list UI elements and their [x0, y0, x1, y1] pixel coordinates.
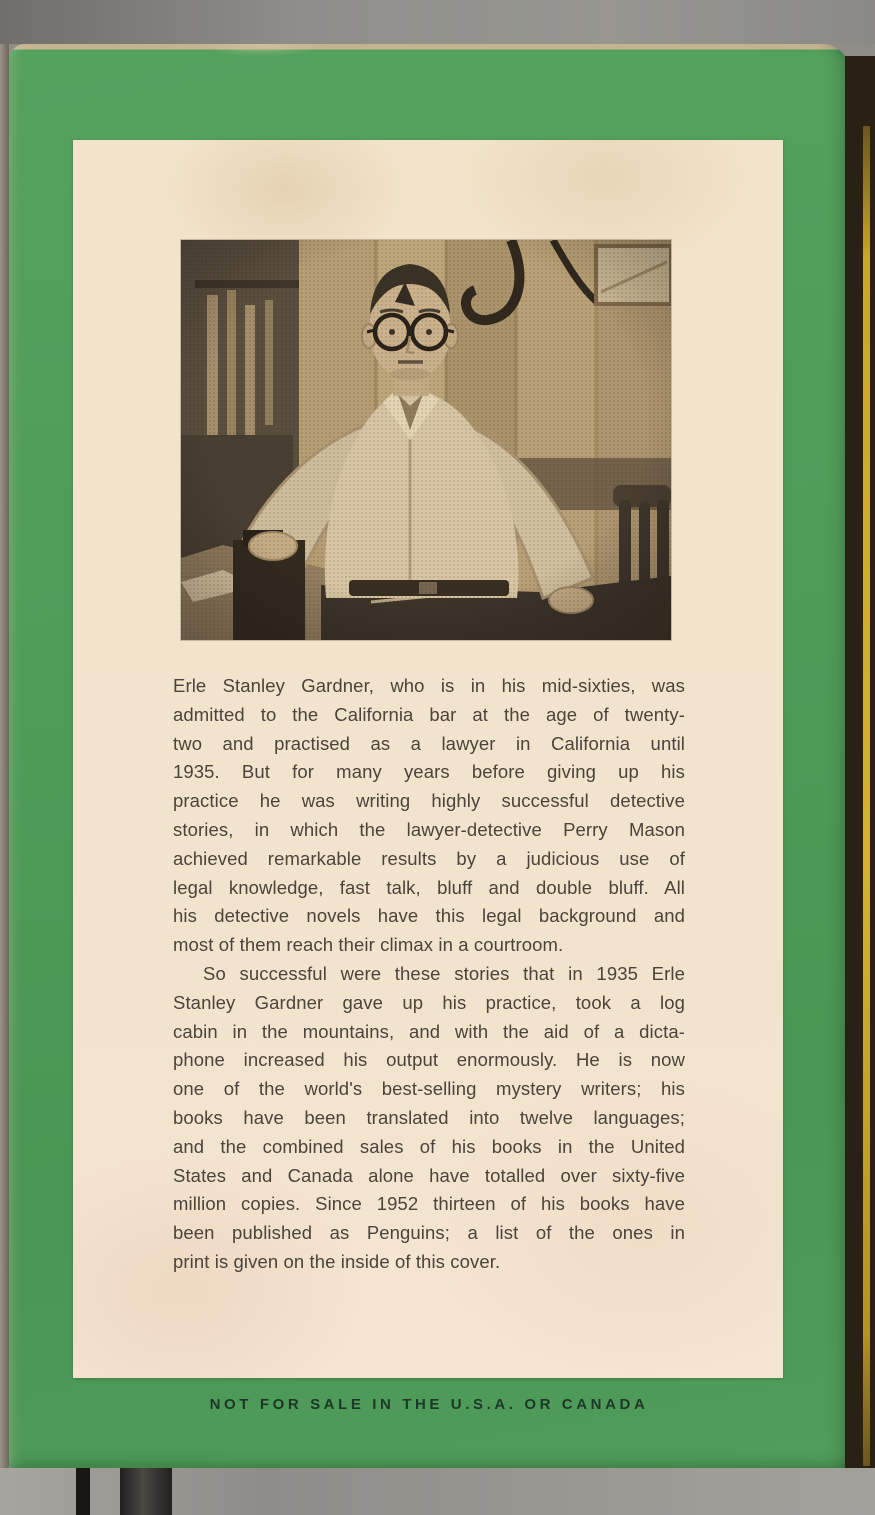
- bio-line: print is given on the inside of this cover.: [173, 1250, 501, 1272]
- bio-line: So successful were these stories that in 1935 Erle: [203, 962, 685, 984]
- bio-line: practice he was writing highly successful detective: [173, 790, 685, 812]
- bio-line: books have been translated into twelve languages;: [173, 1106, 685, 1128]
- bio-line: 1935. But for many years before giving up his: [173, 761, 685, 783]
- bio-line: million copies. Since 1952 thirteen of his books have: [173, 1193, 685, 1215]
- bio-line: his detective novels have this legal background and: [173, 905, 685, 927]
- page-edges-right: [845, 56, 875, 1468]
- bio-line: most of them reach their climax in a courtroom.: [173, 934, 564, 956]
- book-back-cover: [9, 44, 849, 1468]
- bio-line: been published as Penguins; a list of the ones in: [173, 1222, 685, 1244]
- page-edge-gilt-line: [863, 126, 870, 1466]
- bio-line: phone increased his output enormously. He is now: [173, 1049, 685, 1071]
- bio-paragraph-1: [173, 672, 685, 960]
- author-photo: [181, 240, 671, 640]
- bio-line: stories, in which the lawyer-detective Perry Mason: [173, 818, 685, 840]
- book-top-edge: [0, 0, 875, 44]
- bio-line: and the combined sales of his books in the United: [173, 1135, 685, 1157]
- bio-line: legal knowledge, fast talk, bluff and double bluff. All: [173, 876, 685, 898]
- bio-line: Stanley Gardner gave up his practice, took a log: [173, 991, 685, 1013]
- bio-line: achieved remarkable results by a judicious use of: [173, 847, 685, 869]
- bio-line: admitted to the California bar at the age of twenty-: [173, 703, 685, 725]
- author-bio: [173, 672, 685, 1277]
- sale-notice: NOT FOR SALE IN THE U.S.A. OR CANADA: [209, 1396, 649, 1413]
- inner-cream-panel: [73, 140, 783, 1378]
- book-spine-edge: [0, 44, 9, 1468]
- book-bottom-edge: [0, 1468, 875, 1515]
- bio-line: Erle Stanley Gardner, who is in his mid-sixties, was: [173, 675, 685, 696]
- bio-line: States and Canada alone have totalled over sixty-five: [173, 1164, 685, 1186]
- bio-line: two and practised as a lawyer in California until: [173, 732, 685, 754]
- bio-line: one of the world's best-selling mystery writers; his: [173, 1078, 685, 1100]
- bio-line: cabin in the mountains, and with the aid of a dicta-: [173, 1020, 685, 1042]
- bottom-shadow-bar: [76, 1468, 90, 1515]
- bio-paragraph-2: [173, 960, 685, 1277]
- author-photo-illustration: [181, 240, 671, 640]
- bottom-shadow-bar: [120, 1468, 172, 1515]
